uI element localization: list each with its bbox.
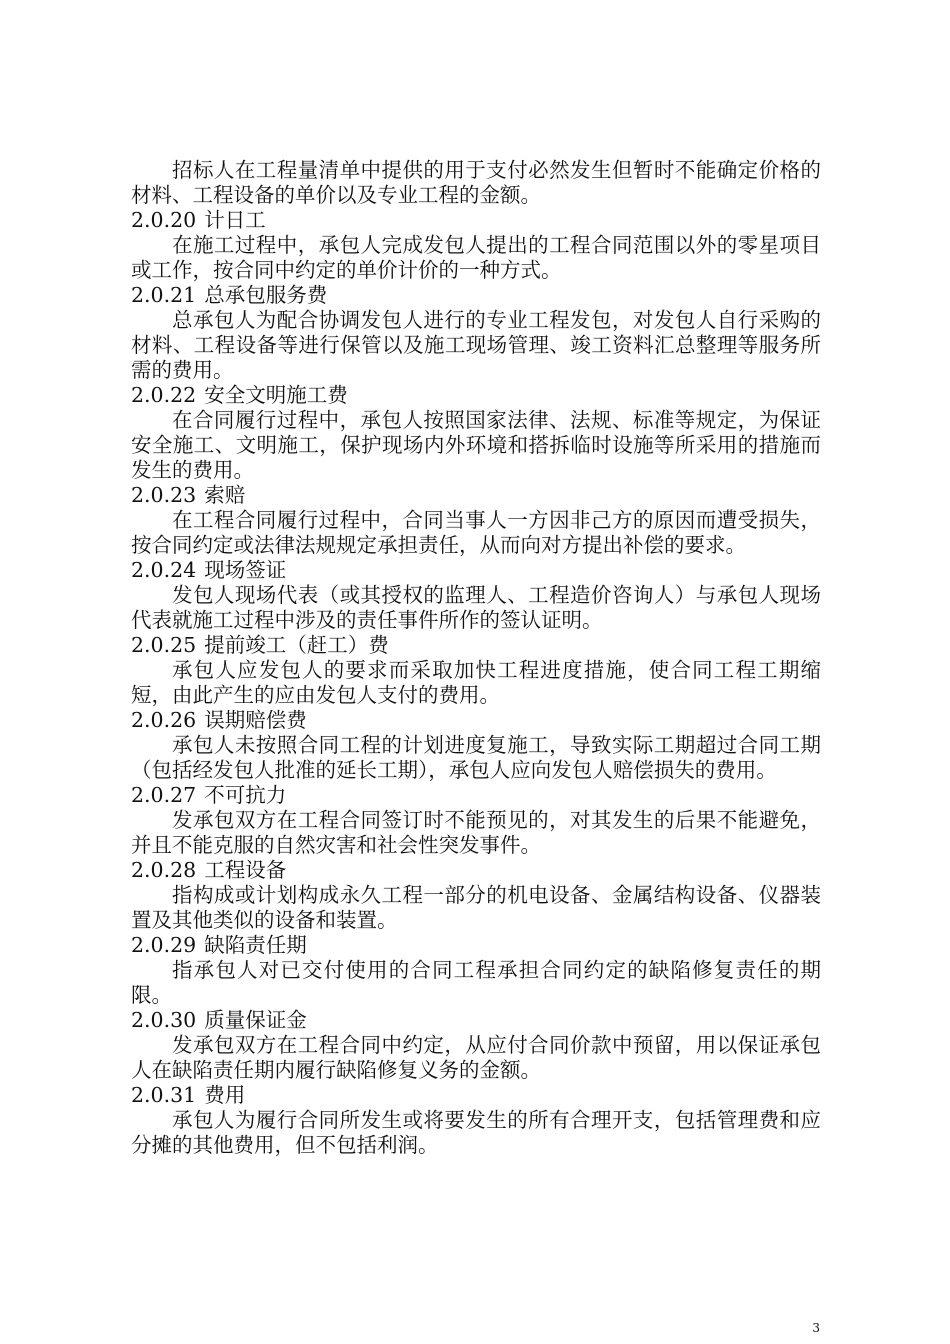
term-title: 不可抗力 xyxy=(204,783,287,807)
term-number: 2.0.31 xyxy=(131,1083,197,1107)
term-title: 安全文明施工费 xyxy=(204,383,348,407)
intro-paragraph: 招标人在工程量清单中提供的用于支付必然发生但暂时不能确定价格的材料、工程设备的单价以及专业工程的金额。 xyxy=(131,158,821,207)
term-2-0-20 xyxy=(131,208,821,283)
term-title: 提前竣工（赶工）费 xyxy=(204,633,389,657)
term-number: 2.0.30 xyxy=(131,1008,197,1032)
term-definition: 发承包双方在工程合同中约定，从应付合同价款中预留，用以保证承包人在缺陷责任期内履行缺陷修复义务的金额。 xyxy=(131,1033,821,1082)
term-heading xyxy=(131,1083,821,1108)
term-title: 现场签证 xyxy=(204,558,287,582)
term-title: 总承包服务费 xyxy=(204,283,328,307)
term-2-0-28 xyxy=(131,858,821,933)
term-2-0-24 xyxy=(131,558,821,633)
term-definition: 在合同履行过程中，承包人按照国家法律、法规、标准等规定，为保证安全施工、文明施工，保护现场内外环境和搭拆临时设施等所采用的措施而发生的费用。 xyxy=(131,408,821,482)
term-2-0-25 xyxy=(131,633,821,708)
term-heading xyxy=(131,1008,821,1033)
term-heading xyxy=(131,383,821,408)
term-title: 质量保证金 xyxy=(204,1008,307,1032)
term-definition: 承包人未按照合同工程的计划进度复施工，导致实际工期超过合同工期（包括经发包人批准的延长工期），承包人应向发包人赔偿损失的费用。 xyxy=(131,733,821,782)
term-number: 2.0.20 xyxy=(131,208,197,232)
term-title: 误期赔偿费 xyxy=(204,708,307,732)
term-number: 2.0.25 xyxy=(131,633,197,657)
term-definition: 指构成或计划构成永久工程一部分的机电设备、金属结构设备、仪器装置及其他类似的设备和装置。 xyxy=(131,883,821,932)
term-heading xyxy=(131,483,821,508)
term-definition: 承包人应发包人的要求而采取加快工程进度措施，使合同工程工期缩短，由此产生的应由发包人支付的费用。 xyxy=(131,658,821,707)
term-heading xyxy=(131,933,821,958)
term-title: 工程设备 xyxy=(204,858,287,882)
term-2-0-30 xyxy=(131,1008,821,1083)
term-number: 2.0.21 xyxy=(131,283,197,307)
term-heading xyxy=(131,708,821,733)
term-2-0-29 xyxy=(131,933,821,1008)
term-2-0-26 xyxy=(131,708,821,783)
term-number: 2.0.27 xyxy=(131,783,197,807)
term-definition: 发包人现场代表（或其授权的监理人、工程造价咨询人）与承包人现场代表就施工过程中涉及的责任事件所作的签认证明。 xyxy=(131,583,821,632)
term-2-0-21 xyxy=(131,283,821,383)
term-number: 2.0.24 xyxy=(131,558,197,582)
term-title: 费用 xyxy=(204,1083,246,1107)
term-definition: 在施工过程中，承包人完成发包人提出的工程合同范围以外的零星项目或工作，按合同中约定的单价计价的一种方式。 xyxy=(131,233,821,282)
term-heading xyxy=(131,858,821,883)
term-heading xyxy=(131,283,821,308)
term-title: 索赔 xyxy=(204,483,246,507)
term-2-0-23 xyxy=(131,483,821,558)
term-heading xyxy=(131,783,821,808)
term-definition: 发承包双方在工程合同签订时不能预见的，对其发生的后果不能避免，并且不能克服的自然灾害和社会性突发事件。 xyxy=(131,808,821,857)
term-2-0-27 xyxy=(131,783,821,858)
term-heading xyxy=(131,633,821,658)
term-title: 计日工 xyxy=(204,208,266,232)
term-definition: 在工程合同履行过程中，合同当事人一方因非己方的原因而遭受损失，按合同约定或法律法规规定承担责任，从而向对方提出补偿的要求。 xyxy=(131,508,821,557)
term-number: 2.0.22 xyxy=(131,383,197,407)
term-heading xyxy=(131,208,821,233)
page-number: 3 xyxy=(812,1321,820,1335)
term-number: 2.0.23 xyxy=(131,483,197,507)
term-number: 2.0.26 xyxy=(131,708,197,732)
term-heading xyxy=(131,558,821,583)
term-definition: 指承包人对已交付使用的合同工程承担合同约定的缺陷修复责任的期限。 xyxy=(131,958,821,1007)
term-title: 缺陷责任期 xyxy=(204,933,307,957)
term-number: 2.0.28 xyxy=(131,858,197,882)
term-definition: 承包人为履行合同所发生或将要发生的所有合理开支，包括管理费和应分摊的其他费用，但不包括利润。 xyxy=(131,1108,821,1157)
term-number: 2.0.29 xyxy=(131,933,197,957)
term-definition: 总承包人为配合协调发包人进行的专业工程发包，对发包人自行采购的材料、工程设备等进行保管以及施工现场管理、竣工资料汇总整理等服务所需的费用。 xyxy=(131,308,821,382)
term-2-0-22 xyxy=(131,383,821,483)
document-body xyxy=(131,158,821,1158)
term-2-0-31 xyxy=(131,1083,821,1158)
